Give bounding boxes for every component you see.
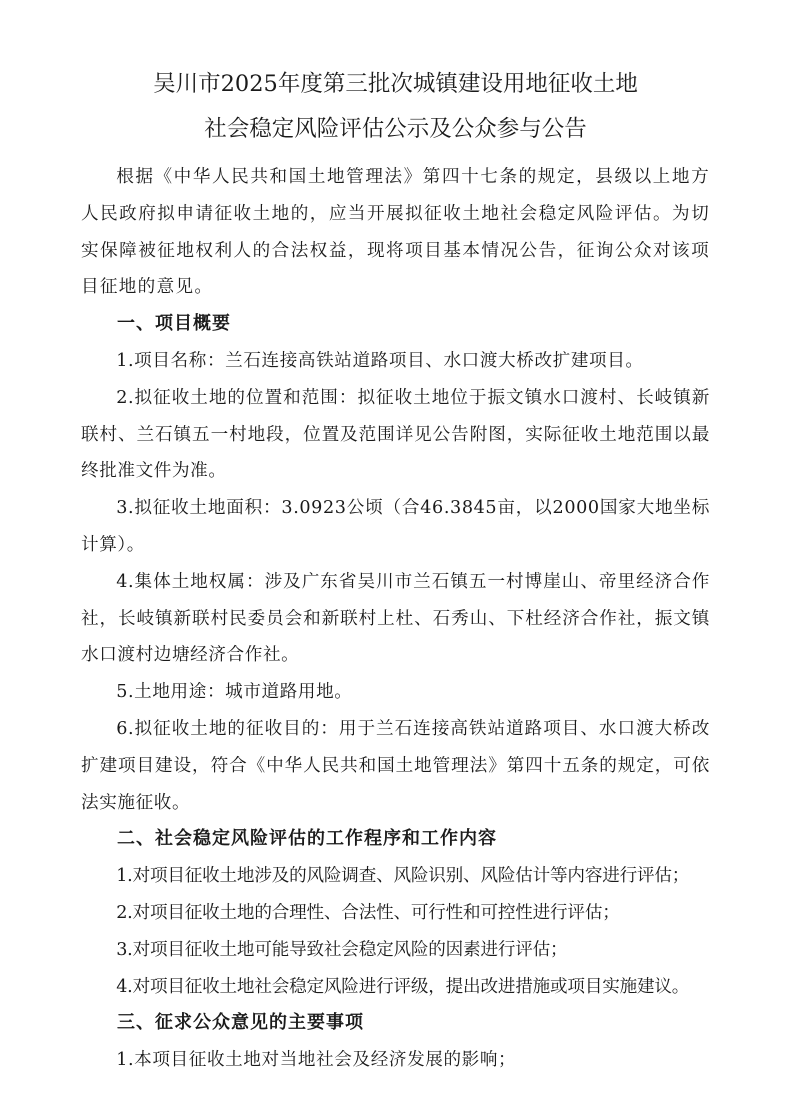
title-line-2: 社会稳定风险评估公示及公众参与公告 [204,116,587,142]
section-1-item-2: 2.拟征收土地的位置和范围：拟征收土地位于振文镇水口渡村、长岐镇新联村、兰石镇五一村地段，位置及范围详见公告附图，实际征收土地范围以最终批准文件为准。 [81,387,710,482]
document-title [81,62,710,152]
section-2-item-3: 3.对项目征收土地可能导致社会稳定风险的因素进行评估； [116,939,568,960]
section-1-item-1: 1.项目名称：兰石连接高铁站道路项目、水口渡大桥改扩建项目。 [116,350,644,371]
section-2-heading: 二、社会稳定风险评估的工作程序和工作内容 [117,828,497,850]
section-1-item-6: 6.拟征收土地的征收目的：用于兰石连接高铁站道路项目、水口渡大桥改扩建项目建设，符合《中华人民共和国土地管理法》第四十五条的规定，可依法实施征收。 [81,718,710,813]
section-2-item-1: 1.对项目征收土地涉及的风险调查、风险识别、风险估计等内容进行评估； [116,866,690,887]
section-3-item-1: 1.本项目征收土地对当地社会及经济发展的影响； [116,1050,517,1071]
section-1-item-3: 3.拟征收土地面积：3.0923公顷（合46.3845亩，以2000国家大地坐标计算）。 [81,498,710,555]
section-3-heading: 三、征求公众意见的主要事项 [117,1012,364,1034]
intro-paragraph: 根据《中华人民共和国土地管理法》第四十七条的规定，县级以上地方人民政府拟申请征收土地的，应当开展拟征收土地社会稳定风险评估。为切实保障被征地权利人的合法权益，现将项目基本情况公告，征询公众对该项目征地的意见。 [81,167,710,298]
section-2-item-4: 4.对项目征收土地社会稳定风险进行评级，提出改进措施或项目实施建议。 [116,976,690,997]
section-1-item-5: 5.土地用途：城市道路用地。 [116,682,353,703]
section-1-item-4: 4.集体土地权属：涉及广东省吴川市兰石镇五一村博崖山、帝里经济合作社，长岐镇新联村民委员会和新联村上杜、石秀山、下杜经济合作社，振文镇水口渡村边塘经济合作社。 [81,571,710,666]
section-2-item-2: 2.对项目征收土地的合理性、合法性、可行性和可控性进行评估； [116,902,620,923]
section-1-heading: 一、项目概要 [117,313,231,335]
document-body [81,159,710,1079]
title-line-1: 吴川市2025年度第三批次城镇建设用地征收土地 [153,71,638,97]
